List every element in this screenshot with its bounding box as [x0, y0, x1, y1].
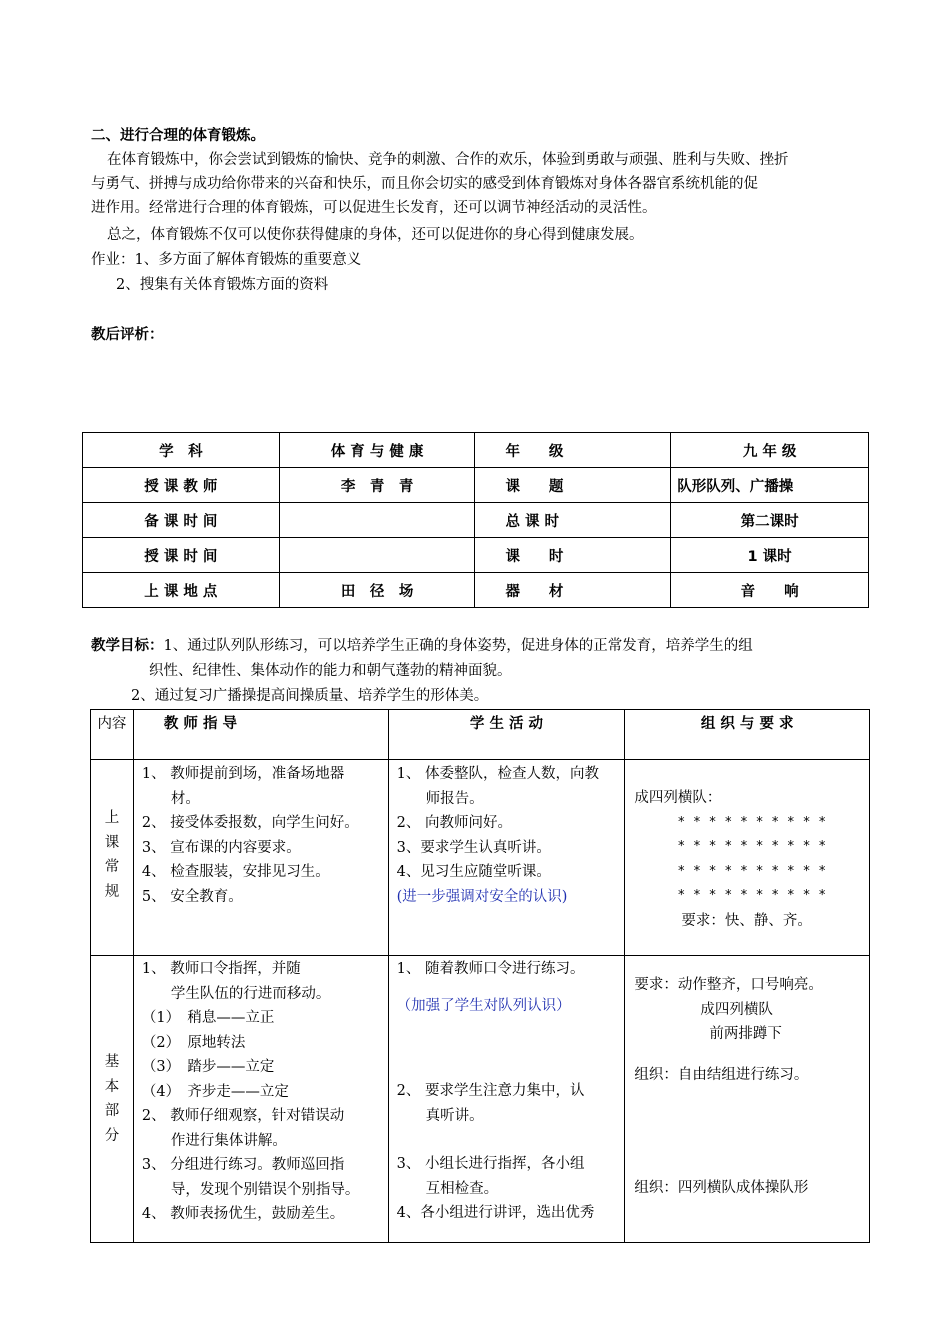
value-teach-time	[279, 538, 475, 573]
list-item: 4、见习生应随堂听课。	[396, 864, 551, 880]
list-item: 材。	[141, 790, 200, 807]
list-item: 4、 教师表扬优生，鼓励差生。	[141, 1206, 345, 1222]
section-char: 分	[104, 1127, 120, 1144]
value-equipment: 音 响	[671, 573, 869, 608]
list-item: 2、 要求学生注意力集中，认	[396, 1083, 585, 1099]
value-prep-time	[279, 503, 475, 538]
header-teacher: 教 师 指 导	[133, 710, 388, 760]
lesson-plan-table	[90, 709, 870, 1243]
goals-label: 教学目标：	[91, 638, 164, 654]
list-item: 2、 向教师问好。	[396, 815, 512, 831]
list-item: 1、 体委整队，检查人数，向教	[396, 766, 599, 782]
label-total-periods: 总 课 时	[475, 503, 671, 538]
list-item: 学生队伍的行进而移动。	[141, 985, 331, 1002]
label-teach-time: 授 课 时 间	[83, 538, 280, 573]
formation-row: * * * * * * * * * *	[677, 814, 827, 830]
list-item: 师报告。	[396, 790, 484, 807]
label-subject: 学 科	[83, 433, 280, 468]
header-content	[91, 710, 134, 760]
list-item: 3、 宣布课的内容要求。	[141, 839, 301, 856]
paragraph-line: 进作用。经常进行合理的体育锻炼，可以促进生长发育，还可以调节神经活动的灵活性。	[91, 200, 657, 216]
list-item: （3） 踏步——立定	[141, 1059, 275, 1075]
course-info-table	[82, 432, 869, 608]
main-teacher	[133, 956, 388, 1243]
main-organization	[625, 956, 870, 1243]
header-organization: 组 织 与 要 求	[625, 710, 870, 760]
list-item: 作进行集体讲解。	[141, 1132, 287, 1149]
goal-line	[91, 634, 753, 658]
label-equipment: 器 材	[475, 573, 671, 608]
list-item: 3、 小组长进行指挥，各小组	[396, 1156, 585, 1172]
organization-text: 组织：四列横队成体操队形	[634, 1180, 809, 1196]
list-item: 互相检查。	[396, 1180, 499, 1197]
formation-requirement: 要求：快、静、齐。	[681, 912, 812, 929]
label-periods: 课 时	[475, 538, 671, 573]
list-item: 3、 分组进行练习。教师巡回指	[141, 1157, 345, 1173]
value-topic: 队形队列、广播操	[671, 468, 869, 503]
student-note: （加强了学生对队列认识）	[396, 997, 571, 1014]
label-topic: 课 题	[475, 468, 671, 503]
list-item: 导，发现个别错误个别指导。	[141, 1181, 360, 1198]
value-location: 田 径 场	[279, 573, 475, 608]
main-student	[388, 956, 625, 1243]
list-item: 2、 教师仔细观察，针对错误动	[141, 1108, 345, 1124]
formation-row: * * * * * * * * * *	[677, 863, 827, 879]
list-item: 3、要求学生认真听讲。	[396, 839, 551, 856]
formation-text: 成四列横队	[700, 1001, 773, 1018]
label-teacher: 授 课 教 师	[83, 468, 280, 503]
goal-1: 1、通过队列队形练习，可以培养学生正确的身体姿势，促进身体的正常发育，培养学生的组	[163, 638, 753, 654]
paragraph-line: 在体育锻炼中，你会尝试到锻炼的愉快、竞争的刺激、合作的欢乐，体验到勇敢与顽强、胜利与失败、挫折	[107, 152, 789, 168]
organization-text: 组织：自由结组进行练习。	[634, 1066, 809, 1083]
header-content-text: 内容	[97, 716, 127, 732]
section-char: 规	[104, 883, 120, 900]
list-item: 4、 检查服装，安排见习生。	[141, 864, 330, 880]
routine-organization	[625, 760, 870, 956]
list-item: 1、 教师提前到场，准备场地器	[141, 766, 345, 782]
formation-row: * * * * * * * * * *	[677, 839, 827, 854]
list-item: （4） 齐步走——立定	[141, 1083, 289, 1100]
list-item: （2） 原地转法	[141, 1034, 246, 1051]
section-char: 部	[104, 1103, 120, 1119]
header-student: 学 生 活 动	[388, 710, 625, 760]
list-item: 5、 安全教育。	[141, 888, 243, 905]
list-item: 1、 教师口令指挥，并随	[141, 961, 301, 977]
list-item: 1、 随着教师口令进行练习。	[396, 961, 585, 977]
formation-title: 成四列横队：	[634, 790, 722, 806]
section-char: 基	[104, 1054, 120, 1070]
value-periods: 1 课时	[671, 538, 869, 573]
section-char: 课	[104, 834, 120, 851]
homework-line: 2、搜集有关体育锻炼方面的资料	[116, 277, 329, 293]
review-heading: 教后评析：	[91, 327, 164, 343]
label-prep-time: 备 课 时 间	[83, 503, 280, 538]
list-item: 真听讲。	[396, 1107, 484, 1124]
value-total-periods: 第二课时	[671, 503, 869, 538]
routine-teacher	[133, 760, 388, 956]
formation-text: 前两排蹲下	[709, 1026, 782, 1042]
list-item: 2、 接受体委报数，向学生问好。	[141, 815, 359, 831]
requirement-text: 要求：动作整齐，口号响亮。	[634, 977, 823, 993]
label-grade: 年 级	[475, 433, 671, 468]
goal-1-continued: 织性、纪律性、集体动作的能力和朝气蓬勃的精神面貌。	[149, 663, 512, 679]
routine-student	[388, 760, 625, 956]
section-char: 上	[104, 810, 120, 826]
section-main	[91, 956, 134, 1243]
section-routine	[91, 760, 134, 956]
goal-2: 2、通过复习广播操提高间操质量、培养学生的形体美。	[131, 688, 489, 704]
value-teacher: 李 青 青	[279, 468, 475, 503]
list-item: 4、各小组进行讲评，选出优秀	[396, 1205, 595, 1221]
homework-line: 作业：1、多方面了解体育锻炼的重要意义	[91, 252, 362, 268]
student-note: (进一步强调对安全的认识)	[396, 888, 568, 905]
value-grade: 九 年 级	[671, 433, 869, 468]
list-item: （1） 稍息——立正	[141, 1010, 275, 1026]
section-heading: 二、进行合理的体育锻炼。	[91, 128, 265, 144]
formation-row: * * * * * * * * * *	[677, 888, 827, 903]
label-location: 上 课 地 点	[83, 573, 280, 608]
paragraph-line: 总之，体育锻炼不仅可以使你获得健康的身体，还可以促进你的身心得到健康发展。	[107, 227, 644, 243]
value-subject: 体 育 与 健 康	[279, 433, 475, 468]
section-char: 本	[104, 1078, 120, 1095]
paragraph-line: 与勇气、拼搏与成功给你带来的兴奋和快乐，而且你会切实的感受到体育锻炼对身体各器官系统机能的促	[91, 176, 758, 192]
section-char: 常	[104, 859, 120, 875]
